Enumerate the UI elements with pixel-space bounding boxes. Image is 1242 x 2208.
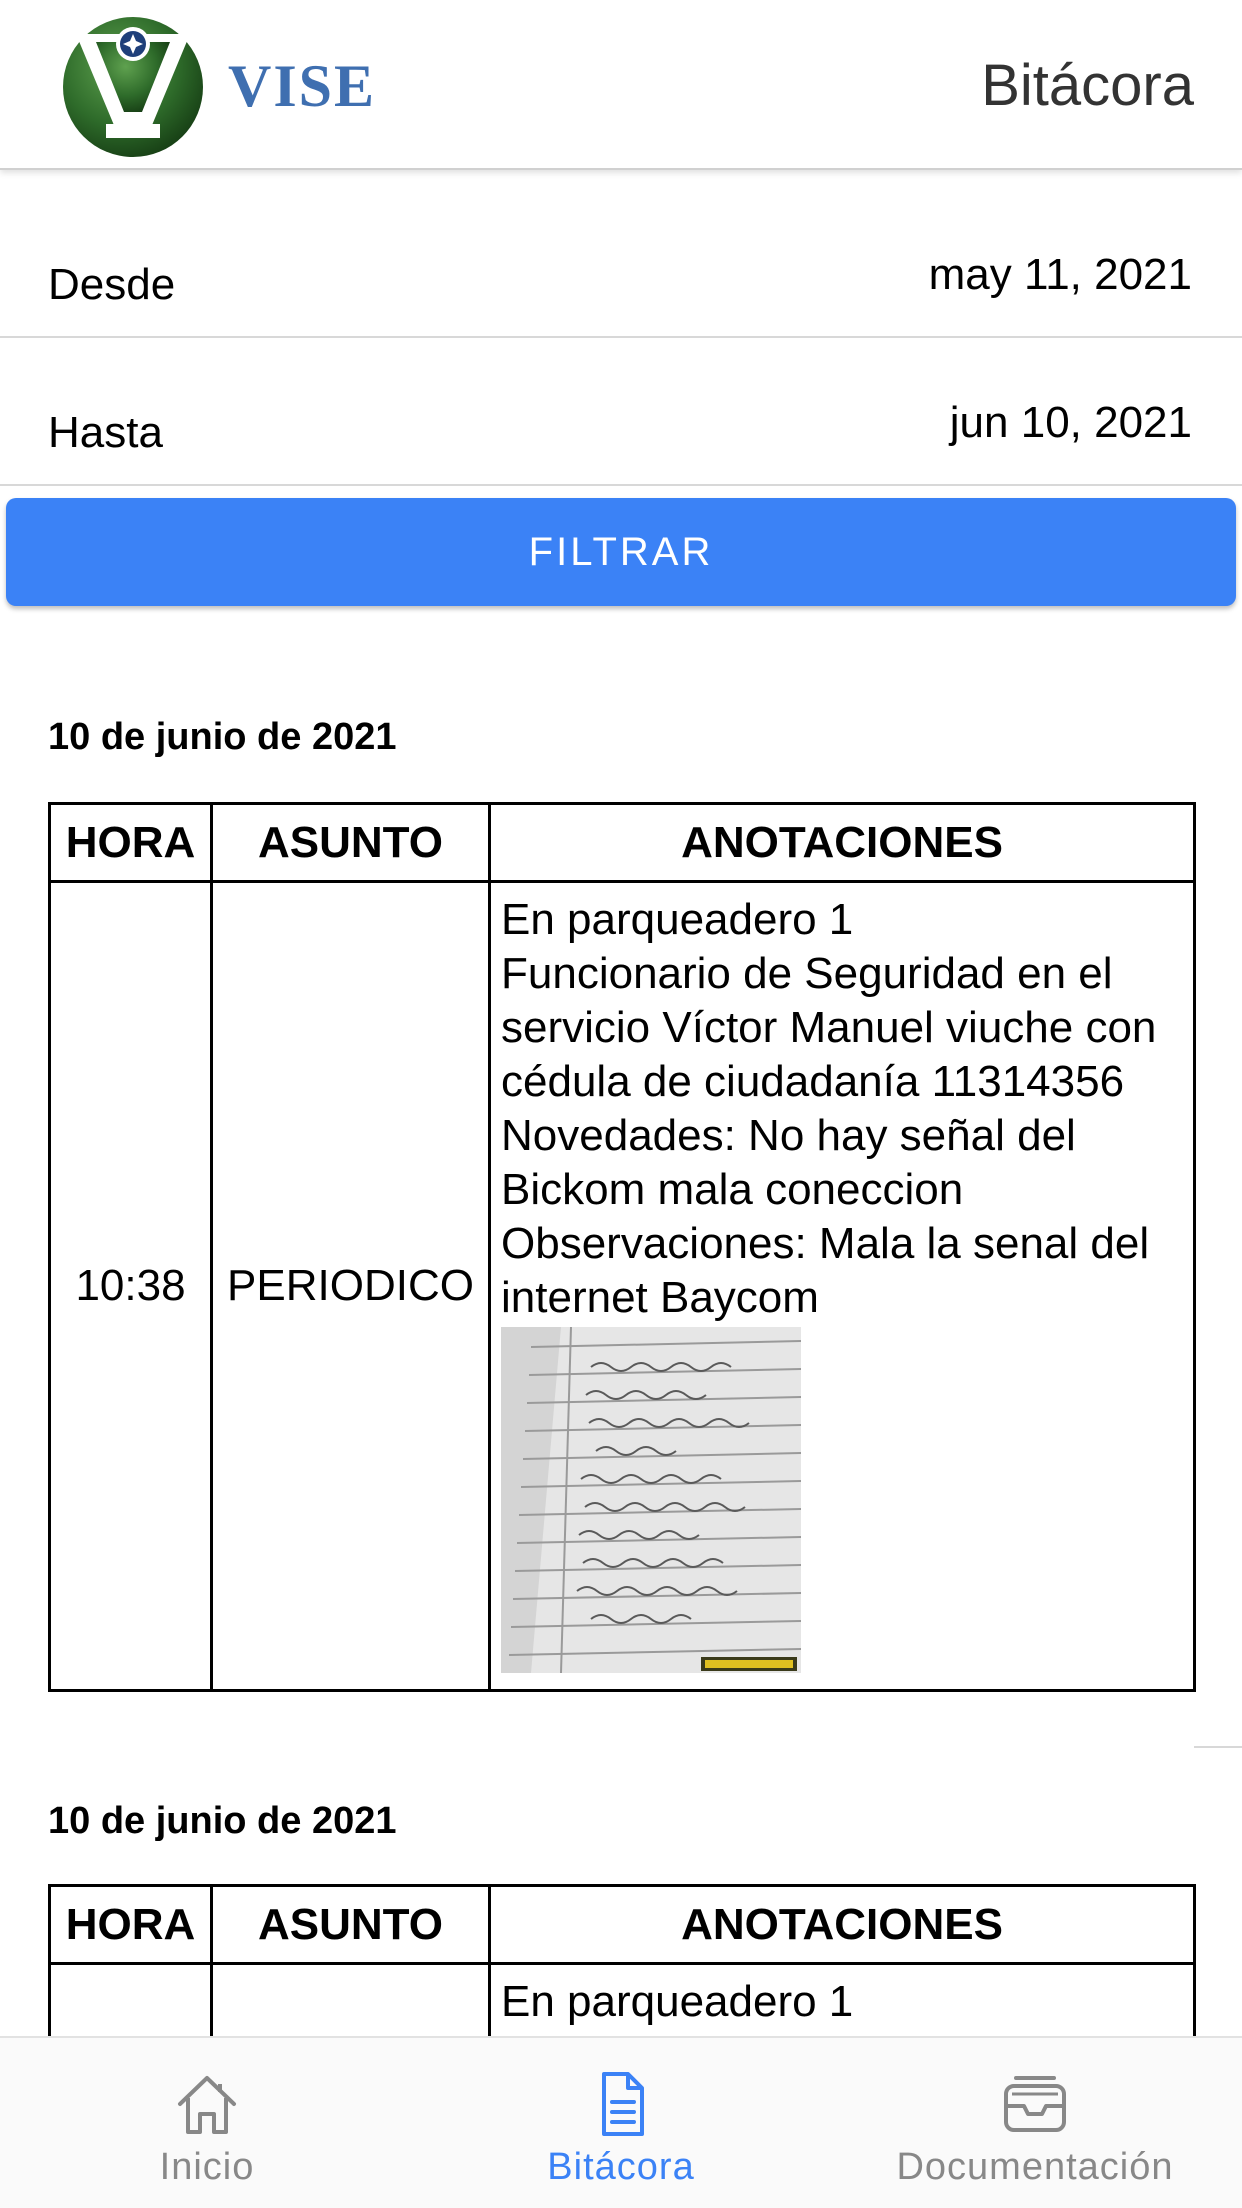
filter-button[interactable]: FILTRAR [6, 498, 1236, 606]
anotacion-line: En parqueadero 1 [501, 1977, 854, 2026]
anotacion-line: Novedades: No hay señal del Bickom mala coneccion [501, 1111, 1076, 1214]
inbox-icon [1000, 2070, 1070, 2138]
vise-logo [58, 10, 378, 160]
header-anotaciones: ANOTACIONES [490, 1886, 1195, 1964]
document-icon [586, 2070, 656, 2138]
desde-label: Desde [48, 260, 176, 309]
tab-inicio[interactable] [0, 2038, 414, 2208]
section-divider [1194, 1746, 1242, 1748]
header-asunto: ASUNTO [212, 1886, 490, 1964]
tab-documentacion[interactable] [828, 2038, 1242, 2208]
entry-date: 10 de junio de 2021 [48, 1800, 397, 1842]
logbook-photo-image [501, 1327, 801, 1673]
hasta-label: Hasta [48, 408, 163, 457]
header-hora: HORA [50, 804, 212, 882]
tab-label: Documentación [896, 2146, 1174, 2188]
log-table [48, 802, 1196, 1692]
page-title: Bitácora [981, 53, 1194, 118]
anotacion-line: En parqueadero 1 [501, 895, 854, 944]
table-header-row [50, 804, 1195, 882]
home-icon [172, 2070, 242, 2138]
tab-label: Bitácora [547, 2146, 695, 2188]
entry-asunto: PERIODICO [212, 882, 490, 1691]
table-header-row [50, 1886, 1195, 1964]
header-anotaciones: ANOTACIONES [490, 804, 1195, 882]
entry-anotaciones [490, 882, 1195, 1691]
tab-label: Inicio [159, 2146, 255, 2188]
tab-bitacora[interactable] [414, 2038, 828, 2208]
entry-date: 10 de junio de 2021 [48, 716, 397, 758]
anotacion-line: Observaciones: Mala la senal del internet Baycom [501, 1219, 1150, 1322]
header-hora: HORA [50, 1886, 212, 1964]
entry-hora: 10:38 [50, 882, 212, 1691]
app-header [0, 0, 1242, 170]
desde-date-field[interactable] [0, 190, 1242, 338]
header-asunto: ASUNTO [212, 804, 490, 882]
hasta-value[interactable]: jun 10, 2021 [949, 398, 1192, 447]
bottom-tab-bar [0, 2036, 1242, 2208]
table-row [50, 882, 1195, 1691]
logo-text: VISE [228, 53, 377, 119]
hasta-date-field[interactable] [0, 338, 1242, 486]
desde-value[interactable]: may 11, 2021 [928, 250, 1192, 299]
anotacion-line: Funcionario de Seguridad en el servicio Víctor Manuel viuche con cédula de ciudadanía 11314356 [501, 949, 1157, 1106]
logbook-photo[interactable] [501, 1327, 801, 1673]
vise-logo-icon [58, 12, 208, 158]
